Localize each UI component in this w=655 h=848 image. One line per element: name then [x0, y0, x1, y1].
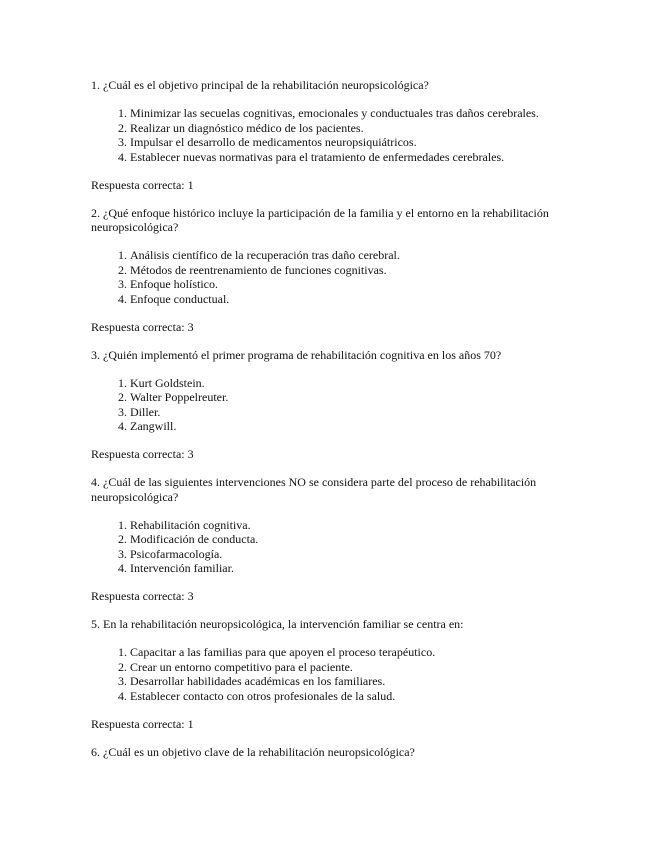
option-item: 1. Capacitar a las familias para que apoyen el proceso terapéutico. [130, 645, 551, 660]
option-item: 4. Zangwill. [130, 419, 551, 434]
question-block [91, 475, 551, 604]
option-item: 2. Crear un entorno competitivo para el paciente. [130, 660, 551, 675]
option-item: 3. Diller. [130, 405, 551, 420]
option-item: 2. Métodos de reentrenamiento de funciones cognitivas. [130, 263, 551, 278]
option-item: 1. Minimizar las secuelas cognitivas, emocionales y conductuales tras daños cerebrales. [130, 106, 551, 121]
document-page [91, 78, 551, 773]
options-list [91, 248, 551, 306]
question-block [91, 348, 551, 462]
correct-answer: Respuesta correcta: 1 [91, 716, 194, 731]
option-item: 3. Psicofarmacología. [130, 547, 551, 562]
option-item: 3. Desarrollar habilidades académicas en los familiares. [130, 674, 551, 689]
options-list [91, 518, 551, 576]
question-text: 2. ¿Qué enfoque histórico incluye la participación de la familia y el entorno en la rehabilitación neuropsicológica? [91, 205, 549, 234]
option-item: 1. Kurt Goldstein. [130, 376, 551, 391]
question-block [91, 745, 551, 760]
correct-answer: Respuesta correcta: 3 [91, 319, 194, 334]
options-list [91, 645, 551, 703]
correct-answer: Respuesta correcta: 1 [91, 177, 194, 192]
option-item: 1. Análisis científico de la recuperación tras daño cerebral. [130, 248, 551, 263]
options-list [91, 106, 551, 164]
option-item: 2. Realizar un diagnóstico médico de los pacientes. [130, 121, 551, 136]
correct-answer: Respuesta correcta: 3 [91, 447, 194, 461]
question-text: 5. En la rehabilitación neuropsicológica, la intervención familiar se centra en: [91, 617, 464, 631]
question-block [91, 617, 551, 731]
option-item: 2. Modificación de conducta. [130, 532, 551, 547]
question-text: 1. ¿Cuál es el objetivo principal de la rehabilitación neuropsicológica? [91, 78, 429, 92]
question-block [91, 206, 551, 335]
option-item: 4. Establecer nuevas normativas para el tratamiento de enfermedades cerebrales. [130, 150, 551, 165]
option-item: 3. Enfoque holístico. [130, 277, 551, 292]
options-list [91, 376, 551, 434]
option-item: 4. Intervención familiar. [130, 561, 551, 576]
option-item: 2. Walter Poppelreuter. [130, 390, 551, 405]
question-text: 6. ¿Cuál es un objetivo clave de la rehabilitación neuropsicológica? [91, 744, 415, 759]
question-text: 4. ¿Cuál de las siguientes intervenciones NO se considera parte del proceso de rehabilitación neuropsicológica? [91, 475, 537, 504]
question-text: 3. ¿Quién implementó el primer programa de rehabilitación cognitiva en los años 70? [91, 347, 502, 362]
option-item: 1. Rehabilitación cognitiva. [130, 518, 551, 533]
option-item: 4. Establecer contacto con otros profesionales de la salud. [130, 689, 551, 704]
correct-answer: Respuesta correcta: 3 [91, 589, 194, 603]
option-item: 4. Enfoque conductual. [130, 292, 551, 307]
option-item: 3. Impulsar el desarrollo de medicamentos neuropsiquiátricos. [130, 135, 551, 150]
question-block [91, 78, 551, 192]
